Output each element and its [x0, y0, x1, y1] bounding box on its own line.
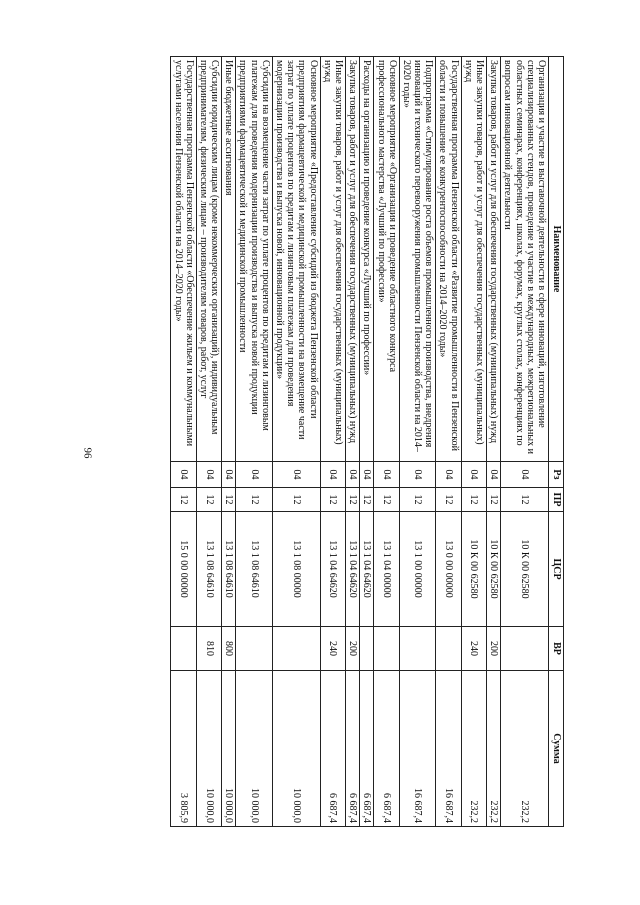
cell-sum: 6 687,4 — [346, 671, 360, 827]
cell-rz: 04 — [487, 462, 501, 488]
table-row — [236, 57, 273, 827]
cell-csr: 13 0 00 00000 — [436, 512, 461, 627]
cell-csr: 13 1 04 00000 — [374, 512, 399, 627]
table-row — [461, 57, 486, 827]
cell-pr: 12 — [272, 488, 320, 512]
cell-pr: 12 — [399, 488, 436, 512]
cell-rz: 04 — [320, 462, 345, 488]
table-row — [346, 57, 360, 827]
cell-name: Подпрограмма «Стимулирование роста объемов промышленного производства, внедрения инноваций и технического перевооружения промышленности Пензенской области на 2014–2020 годы» — [399, 57, 436, 462]
cell-sum: 10 000,0 — [222, 671, 236, 827]
cell-pr: 12 — [196, 488, 221, 512]
table-row — [399, 57, 436, 827]
cell-sum: 16 687,4 — [399, 671, 436, 827]
table-row — [272, 57, 320, 827]
cell-vr — [436, 627, 461, 671]
cell-csr: 10 К 00 62580 — [461, 512, 486, 627]
cell-pr: 12 — [487, 488, 501, 512]
cell-csr: 13 1 08 64610 — [196, 512, 221, 627]
cell-pr: 12 — [346, 488, 360, 512]
cell-pr: 12 — [436, 488, 461, 512]
cell-csr: 13 1 08 64610 — [236, 512, 273, 627]
cell-name: Субсидии на возмещение части затрат по уплате процентов по кредитам и лизинговым платежам для проведения модернизации производства и выпуска новой продукции предприятиями фармацевтической и медицинской промышленности — [236, 57, 273, 462]
table-row — [436, 57, 461, 827]
header-rz: Рз — [549, 462, 564, 488]
table-row — [360, 57, 374, 827]
cell-vr — [501, 627, 549, 671]
table-row — [222, 57, 236, 827]
table-row — [196, 57, 221, 827]
cell-name: Иные закупки товаров, работ и услуг для обеспечения государственных (муниципальных) нужд — [320, 57, 345, 462]
cell-csr: 15 0 00 00000 — [171, 512, 196, 627]
table-rotation-frame — [81, 56, 564, 826]
cell-vr: 240 — [320, 627, 345, 671]
table-row — [487, 57, 501, 827]
cell-csr: 13 1 04 64620 — [360, 512, 374, 627]
cell-vr — [272, 627, 320, 671]
cell-vr — [236, 627, 273, 671]
cell-sum: 10 000,0 — [236, 671, 273, 827]
cell-pr: 12 — [360, 488, 374, 512]
cell-rz: 04 — [436, 462, 461, 488]
cell-sum: 232,2 — [501, 671, 549, 827]
cell-pr: 12 — [171, 488, 196, 512]
cell-vr: 800 — [222, 627, 236, 671]
table-row — [171, 57, 196, 827]
cell-name: Закупка товаров, работ и услуг для обеспечения государственных (муниципальных) нужд — [346, 57, 360, 462]
cell-vr — [399, 627, 436, 671]
cell-vr — [171, 627, 196, 671]
cell-sum: 3 805,9 — [171, 671, 196, 827]
cell-vr — [360, 627, 374, 671]
cell-pr: 12 — [222, 488, 236, 512]
cell-rz: 04 — [501, 462, 549, 488]
table-container — [81, 56, 564, 826]
cell-name: Основное мероприятие «Организация и проведение областного конкурса профессионального мастерства «Лучший по профессии» — [374, 57, 399, 462]
cell-csr: 10 К 00 62580 — [501, 512, 549, 627]
cell-vr: 240 — [461, 627, 486, 671]
header-name: Наименование — [549, 57, 564, 462]
cell-rz: 04 — [374, 462, 399, 488]
cell-name: Организация и участие в выставочной деятельности в сфере инноваций, изготовление специализированных стендов, проведение и участие в международных, межрегиональных и областных семинарах, конференциях, школах, форумах, круглых столах, конференциях по вопросам инновационной деятельности — [501, 57, 549, 462]
cell-vr: 810 — [196, 627, 221, 671]
table-row — [320, 57, 345, 827]
cell-csr: 13 1 04 64620 — [346, 512, 360, 627]
table-row — [374, 57, 399, 827]
cell-sum: 232,2 — [487, 671, 501, 827]
cell-name: Иные бюджетные ассигнования — [222, 57, 236, 462]
cell-rz: 04 — [236, 462, 273, 488]
table-row — [501, 57, 549, 827]
cell-name: Основное мероприятие «Предоставление субсидий из бюджета Пензенской области предприятиям фармацевтической и медицинской промышленности на возмещение части затрат по уплате процентов по кредитам и лизинговым платежам для проведения модернизации производства и выпуска новой, инновационной продукции» — [272, 57, 320, 462]
cell-rz: 04 — [346, 462, 360, 488]
cell-pr: 12 — [374, 488, 399, 512]
cell-rz: 04 — [171, 462, 196, 488]
cell-csr: 13 1 04 64620 — [320, 512, 345, 627]
cell-rz: 04 — [196, 462, 221, 488]
cell-name: Государственная программа Пензенской области «Развитие промышленности в Пензенской области и повышение ее конкурентоспособности на 2014–2020 годы» — [436, 57, 461, 462]
cell-rz: 04 — [461, 462, 486, 488]
cell-sum: 10 000,0 — [196, 671, 221, 827]
cell-pr: 12 — [501, 488, 549, 512]
cell-rz: 04 — [360, 462, 374, 488]
cell-csr: 13 1 08 00000 — [272, 512, 320, 627]
cell-pr: 12 — [236, 488, 273, 512]
cell-rz: 04 — [222, 462, 236, 488]
cell-pr: 12 — [320, 488, 345, 512]
cell-name: Иные закупки товаров, работ и услуг для обеспечения государственных (муниципальных) нужд — [461, 57, 486, 462]
table-body — [171, 57, 549, 827]
cell-sum: 6 687,4 — [320, 671, 345, 827]
header-vr: ВР — [549, 627, 564, 671]
cell-csr: 13 1 00 00000 — [399, 512, 436, 627]
cell-sum: 16 687,4 — [436, 671, 461, 827]
header-sum: Сумма — [549, 671, 564, 827]
cell-sum: 6 687,4 — [360, 671, 374, 827]
cell-name: Закупка товаров, работ и услуг для обеспечения государственных (муниципальных) нужд — [487, 57, 501, 462]
cell-csr: 13 1 08 64610 — [222, 512, 236, 627]
cell-vr: 200 — [487, 627, 501, 671]
cell-rz: 04 — [399, 462, 436, 488]
cell-pr: 12 — [461, 488, 486, 512]
cell-name: Расходы на организацию и проведение конкурса «Лучший по профессии» — [360, 57, 374, 462]
budget-table — [170, 56, 564, 827]
cell-name: Государственная программа Пензенской области «Обеспечение жильем и коммунальными услугами населения Пензенской области на 2014–2020 годы» — [171, 57, 196, 462]
table-header-row — [549, 57, 564, 827]
cell-vr: 200 — [346, 627, 360, 671]
cell-sum: 6 687,4 — [374, 671, 399, 827]
cell-name: Субсидии юридическим лицам (кроме некоммерческих организаций), индивидуальным предпринимателям, физическим лицам – производителям товаров, работ, услуг — [196, 57, 221, 462]
header-csr: ЦСР — [549, 512, 564, 627]
cell-vr — [374, 627, 399, 671]
cell-sum: 232,2 — [461, 671, 486, 827]
cell-sum: 10 000,0 — [272, 671, 320, 827]
cell-rz: 04 — [272, 462, 320, 488]
page-number-text: 96 — [81, 447, 94, 459]
header-pr: ПР — [549, 488, 564, 512]
cell-csr: 10 К 00 62580 — [487, 512, 501, 627]
